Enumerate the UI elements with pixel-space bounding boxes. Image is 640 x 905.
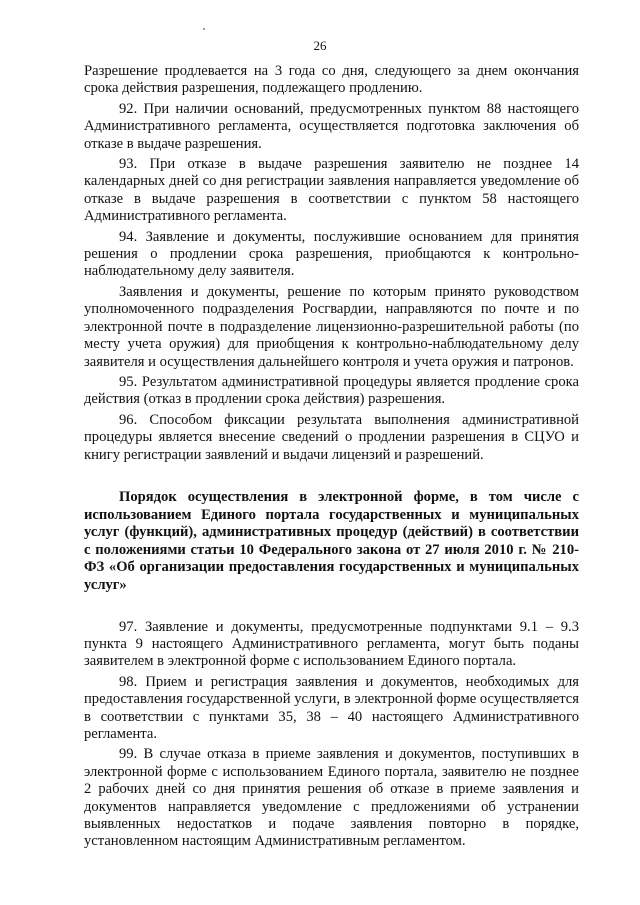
paragraph-95: 95. Результатом административной процедуры является продление срока действия (отказ в продлении срока действия) разрешения. (84, 373, 579, 408)
paragraph-98: 98. Прием и регистрация заявления и документов, необходимых для предоставления государственной услуги, в электронной форме осуществляется в соответствии с пунктами 35, 38 – 40 настоящего Административного регламента. (84, 673, 579, 742)
page-number: 26 (313, 38, 327, 53)
scan-artifact (203, 28, 205, 30)
paragraph-93: 93. При отказе в выдаче разрешения заявителю не позднее 14 календарных дней со дня регистрации заявления направляется уведомление об отказе в выдаче разрешения в соответствии с пунктом 58 настоящего Административного регламента. (84, 156, 579, 225)
paragraph-96: 96. Способом фиксации результата выполнения административной процедуры является внесение сведений о продлении разрешения в СЦУО и книгу регистрации заявлений и выдачи лицензий и разрешений. (84, 411, 579, 463)
section-heading: Порядок осуществления в электронной форме, в том числе с использованием Единого портала государственных и муниципальных услуг (функций), административных процедур (действий) в соответствии с положениями статьи 10 Федерального закона от 27 июля 2010 г. № 210-ФЗ «Об организации предоставления государственных и муниципальных услуг» (84, 488, 579, 593)
paragraph-94: 94. Заявление и документы, послужившие основанием для принятия решения о продлении срока разрешения, приобщаются к контрольно-наблюдательному делу заявителя. (84, 228, 579, 280)
paragraph-continuation: Разрешение продлевается на 3 года со дня, следующего за днем окончания срока действия разрешения, подлежащего продлению. (84, 63, 579, 97)
paragraph-97: 97. Заявление и документы, предусмотренные подпунктами 9.1 – 9.3 пункта 9 настоящего Административного регламента, могут быть поданы заявителем в электронной форме с использованием Единого портала. (84, 618, 579, 670)
paragraph-94-continued: Заявления и документы, решение по которым принято руководством уполномоченного подразделения Росгвардии, направляются по почте и по электронной почте в подразделение лицензионно-разрешительной работы (по месту учета оружия) для приобщения к контрольно-наблюдательному делу заявителя и осуществления дальнейшего контроля и учета оружия и патронов. (84, 283, 579, 370)
paragraph-99: 99. В случае отказа в приеме заявления и документов, поступивших в электронной форме с использованием Единого портала, заявителю не позднее 2 рабочих дней со дня принятия решения об отказе в приеме заявления и документов направляется уведомление с предложениями об устранении выявленных недостатков и подаче заявления повторно в порядке, установленном настоящим Административным регламентом. (84, 746, 579, 850)
paragraph-92: 92. При наличии оснований, предусмотренных пунктом 88 настоящего Административного регламента, осуществляется подготовка заключения об отказе в выдаче разрешения. (84, 100, 579, 152)
document-body (84, 63, 579, 854)
